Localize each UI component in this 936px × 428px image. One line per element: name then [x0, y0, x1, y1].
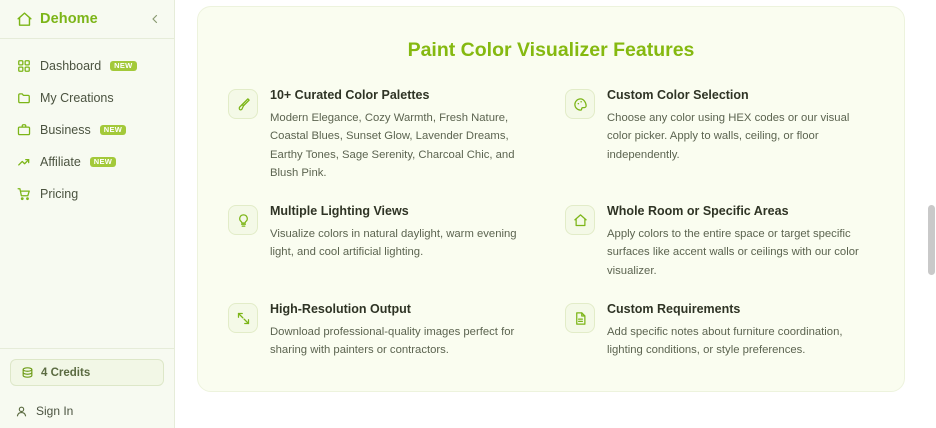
feature-title: Custom Color Selection: [607, 88, 749, 102]
sidebar-item-my-creations[interactable]: [0, 83, 174, 113]
features-card: [197, 6, 905, 392]
lightbulb-icon: [228, 205, 258, 235]
sidebar-header: [0, 0, 174, 39]
sidebar-item-affiliate[interactable]: [0, 147, 174, 177]
sidebar-item-pricing[interactable]: [0, 179, 174, 209]
chevron-left-icon[interactable]: [146, 10, 164, 28]
feature-item: [228, 204, 537, 280]
sidebar: [0, 0, 175, 428]
briefcase-icon: [16, 123, 31, 138]
credits-label: 4 Credits: [41, 366, 91, 379]
page-title: Paint Color Visualizer Features: [407, 39, 695, 61]
sign-in-label: Sign In: [36, 404, 74, 418]
color-palette-icon: [565, 89, 595, 119]
brand-name: Dehome: [40, 11, 98, 27]
feature-title: High-Resolution Output: [270, 302, 411, 317]
feature-text: [270, 88, 537, 182]
feature-item: [565, 204, 874, 280]
sidebar-item-business[interactable]: [0, 115, 174, 145]
status-badge: NEW: [110, 61, 136, 72]
feature-item: [565, 302, 874, 360]
feature-text: [607, 88, 874, 164]
expand-arrows-icon: [228, 303, 258, 333]
feature-description: Choose any color using HEX codes or our visual color picker. Apply to walls, ceiling, or floor independently.: [607, 112, 850, 161]
sidebar-item-label: Dashboard: [40, 59, 102, 73]
paint-brush-icon: [228, 89, 258, 119]
feature-description: Visualize colors in natural daylight, warm evening light, and cool artificial lighting.: [270, 228, 517, 259]
sidebar-item-label: Affiliate: [40, 155, 81, 169]
feature-text: [607, 204, 874, 280]
sidebar-item-dashboard[interactable]: [0, 51, 174, 81]
feature-item: [228, 302, 537, 360]
features-grid: [228, 88, 874, 360]
sign-in-button[interactable]: [0, 394, 174, 428]
sidebar-item-label: Pricing: [40, 187, 79, 201]
feature-text: [270, 302, 537, 360]
brand-logo[interactable]: [16, 11, 138, 28]
grid-icon: [16, 59, 31, 74]
home-icon: [16, 11, 33, 28]
sidebar-nav: [0, 39, 174, 209]
status-badge: NEW: [100, 125, 126, 136]
credits-button[interactable]: [10, 359, 164, 386]
coin-icon: [21, 366, 34, 379]
feature-title: Custom Requirements: [607, 302, 741, 317]
feature-item: [228, 88, 537, 182]
sidebar-item-label: My Creations: [40, 91, 114, 105]
scrollbar[interactable]: [927, 0, 936, 428]
cart-icon: [16, 187, 31, 202]
status-badge: NEW: [90, 157, 116, 168]
feature-description: Download professional-quality images perfect for sharing with painters or contractors.: [270, 326, 515, 357]
user-icon: [14, 404, 28, 418]
feature-title: Multiple Lighting Views: [270, 204, 409, 219]
folder-icon: [16, 91, 31, 106]
sidebar-footer: [0, 348, 174, 394]
scrollbar-thumb[interactable]: [928, 205, 935, 275]
document-icon: [565, 303, 595, 333]
feature-text: [607, 302, 874, 360]
feature-description: Add specific notes about furniture coordination, lighting conditions, or style preferences.: [607, 326, 843, 357]
feature-text: [270, 204, 537, 262]
sidebar-spacer: [0, 209, 174, 348]
home-outline-icon: [565, 205, 595, 235]
sidebar-item-label: Business: [40, 123, 91, 137]
feature-title: Whole Room or Specific Areas: [607, 204, 789, 219]
trending-up-icon: [16, 155, 31, 170]
feature-description: Modern Elegance, Cozy Warmth, Fresh Nature, Coastal Blues, Sunset Glow, Lavender Dreams, Earthy Tones, Sage Serenity, Charcoal Chic, and Blush Pink.: [270, 112, 515, 179]
main-content: [175, 0, 936, 428]
feature-description: Apply colors to the entire space or target specific surfaces like accent walls or ceilings with our color visualizer.: [607, 228, 859, 277]
feature-title: 10+ Curated Color Palettes: [270, 88, 430, 102]
feature-item: [565, 88, 874, 182]
